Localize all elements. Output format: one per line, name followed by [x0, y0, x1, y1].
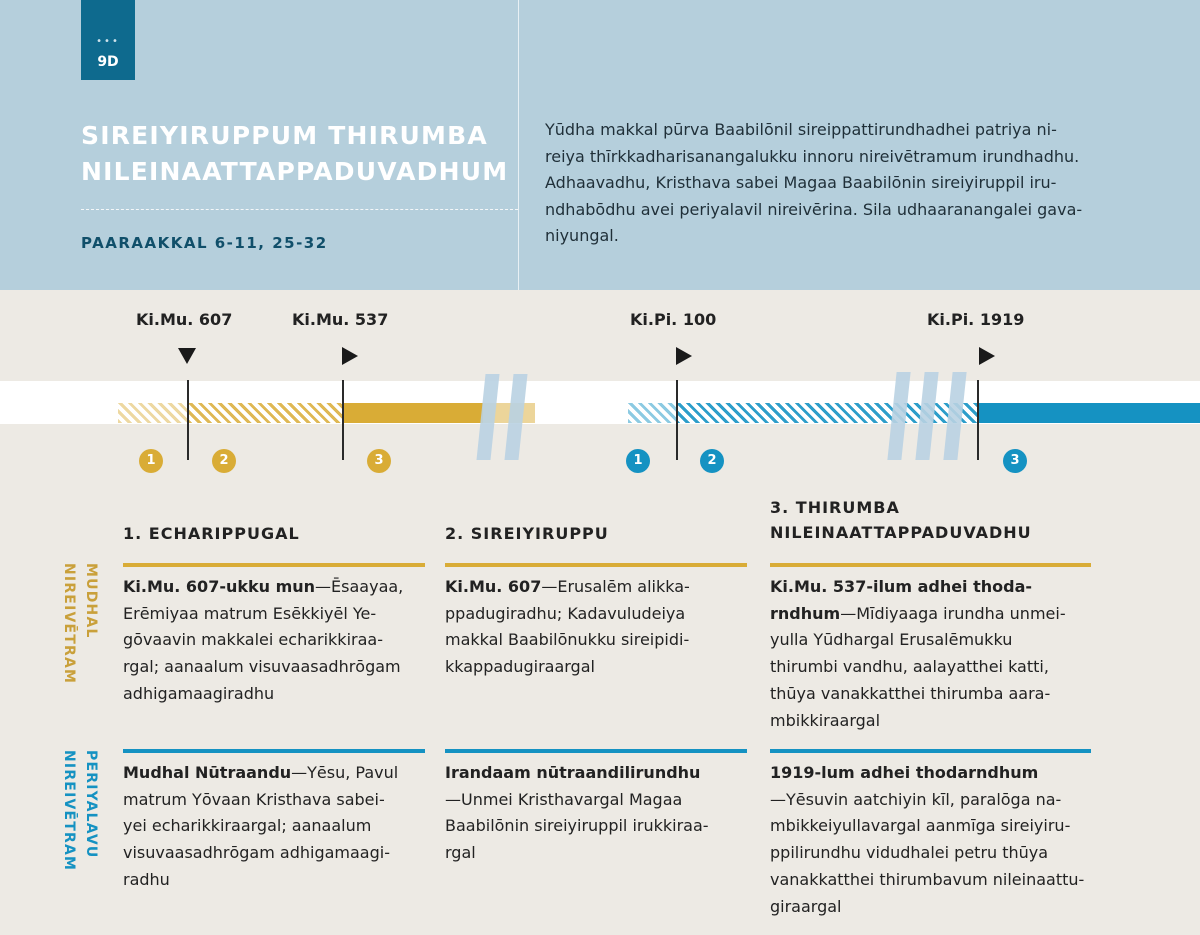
gold-solid-bar [343, 403, 483, 423]
cell-text: thirumbi vandhu, aalayatthei katti, [770, 657, 1049, 677]
gold-rule [445, 563, 747, 567]
intro-line: Adhaavadhu, Kristhava sabei Magaa Baabilōnin sireiyiruppil iru- [545, 173, 1057, 192]
column-header-2: 2. SIREIYIRUPPU [445, 524, 609, 543]
cell-text: mbikkeiyullavargal aanmīga sireiyiru- [770, 816, 1071, 836]
cell-text: makkal Baabilōnukku sireipidi- [445, 630, 690, 650]
row-label-line: PERIYALAVU [83, 750, 99, 859]
section-tag [81, 0, 135, 80]
blue-solid-bar [978, 403, 1200, 423]
date-label-100: Ki.Pi. 100 [630, 310, 717, 329]
cell-text: visuvaasadhrōgam adhigamaagi- [123, 843, 390, 863]
blue-marker-1: 1 [626, 449, 650, 473]
gold-rule [123, 563, 425, 567]
down-arrow-icon [178, 348, 196, 364]
timeline-tick-100 [676, 380, 678, 460]
column-header-3-line: 3. THIRUMBA [770, 498, 900, 517]
cell-text: yei echarikkiraargal; aanaalum [123, 816, 372, 836]
cell-text: —Yēsuvin aatchiyin kīl, paralōga na- [770, 789, 1062, 809]
cell-major-captivity [445, 760, 709, 867]
cell-text: kkappadugiraargal [445, 657, 595, 677]
cell-major-warnings [123, 760, 398, 894]
cell-heading: Mudhal Nūtraandu [123, 763, 292, 782]
cell-text: ppilirundhu vidudhalei petru thūya [770, 843, 1049, 863]
cell-text: —Ēsaayaa, [315, 577, 404, 596]
timeline-tick-1919 [977, 380, 979, 460]
paragraph-reference: PAARAAKKAL 6-11, 25-32 [81, 234, 328, 252]
date-label-1919: Ki.Pi. 1919 [927, 310, 1025, 329]
cell-text: gōvaavin makkalei echarikkiraa- [123, 630, 383, 650]
timeline-tick-537 [342, 380, 344, 460]
cell-text: giraargal [770, 896, 842, 916]
column-header-3-line: NILEINAATTAPPADUVADHU [770, 523, 1032, 542]
intro-text [545, 117, 1115, 250]
row-label-major-fulfillment [58, 750, 102, 871]
timeline-tick-607 [187, 380, 189, 460]
cell-heading: 1919-lum adhei thodarndhum [770, 763, 1039, 782]
gold-hatched-bar [188, 403, 343, 423]
cell-first-restoration [770, 574, 1066, 734]
row-label-line: NIREIVĒTRAM [61, 563, 77, 685]
blue-marker-2: 2 [700, 449, 724, 473]
cell-text: mbikkiraargal [770, 710, 881, 730]
cell-heading: Ki.Mu. 607-ukku mun [123, 577, 316, 596]
intro-line: ndhabōdhu avei periyalavil nireivērina. Sila udhaaranangalei gava- [545, 199, 1083, 219]
tag-dots: ••• [96, 36, 120, 47]
blue-rule [770, 749, 1091, 753]
title-line-2: NILEINAATTAPPADUVADHUM [81, 157, 509, 186]
cell-first-captivity [445, 574, 690, 681]
right-arrow-icon [342, 347, 358, 365]
cell-first-warnings [123, 574, 403, 708]
cell-heading: Ki.Mu. 537-ilum adhei thoda- [770, 577, 1033, 596]
column-header-1: 1. ECHARIPPUGAL [123, 524, 300, 543]
cell-text: vanakkatthei thirumbavum nileinaattu- [770, 869, 1085, 889]
cell-text: Erēmiyaa matrum Esēkkiyēl Ye- [123, 603, 377, 623]
blue-marker-3: 3 [1003, 449, 1027, 473]
cell-text: rgal [445, 843, 476, 863]
tag-label: 9D [97, 54, 119, 70]
cell-text: Baabilōnin sireiyiruppil irukkiraa- [445, 816, 709, 836]
date-label-537: Ki.Mu. 537 [292, 310, 389, 329]
intro-line: Yūdha makkal pūrva Baabilōnil sireippattirundhadhei patriya ni- [545, 120, 1057, 139]
blue-rule [445, 749, 747, 753]
gold-marker-1: 1 [139, 449, 163, 473]
title-divider [81, 209, 518, 210]
cell-heading: Irandaam nūtraandilirundhu [445, 763, 701, 782]
cell-text: adhigamaagiradhu [123, 683, 275, 703]
right-arrow-icon [676, 347, 692, 365]
cell-text: —Mīdiyaaga irundha unmei- [840, 603, 1066, 623]
blue-fade-bar [628, 403, 676, 423]
cell-text: rgal; aanaalum visuvaasadhrōgam [123, 657, 401, 677]
cell-text: matrum Yōvaan Kristhava sabei- [123, 789, 385, 809]
cell-major-restoration [770, 760, 1084, 920]
gold-rule [770, 563, 1091, 567]
row-label-line: MUDHAL [83, 563, 99, 639]
gold-marker-2: 2 [212, 449, 236, 473]
cell-text: thūya vanakkatthei thirumba aara- [770, 683, 1051, 703]
cell-text: —Yēsu, Pavul [291, 763, 399, 782]
cell-text: —Unmei Kristhavargal Magaa [445, 789, 683, 809]
cell-heading: rndhum [770, 603, 841, 623]
gold-marker-3: 3 [367, 449, 391, 473]
intro-line: reiya thīrkkadharisanangalukku innoru nireivētramum irundhadhu. [545, 146, 1080, 166]
right-arrow-icon [979, 347, 995, 365]
row-label-line: NIREIVĒTRAM [61, 750, 77, 872]
row-label-first-fulfillment [58, 563, 102, 684]
gold-fade-bar [118, 403, 188, 423]
title-line-1: SIREIYIRUPPUM THIRUMBA [81, 121, 488, 150]
cell-heading: Ki.Mu. 607 [445, 577, 542, 596]
blue-rule [123, 749, 425, 753]
cell-text: —Erusalēm alikka- [541, 577, 690, 596]
intro-line: niyungal. [545, 226, 619, 245]
cell-text: yulla Yūdhargal Erusalēmukku [770, 630, 1013, 650]
cell-text: radhu [123, 869, 170, 889]
column-header-3 [770, 495, 1032, 545]
page-title [81, 118, 521, 190]
date-label-607: Ki.Mu. 607 [136, 310, 233, 329]
cell-text: ppadugiradhu; Kadavuludeiya [445, 603, 686, 623]
